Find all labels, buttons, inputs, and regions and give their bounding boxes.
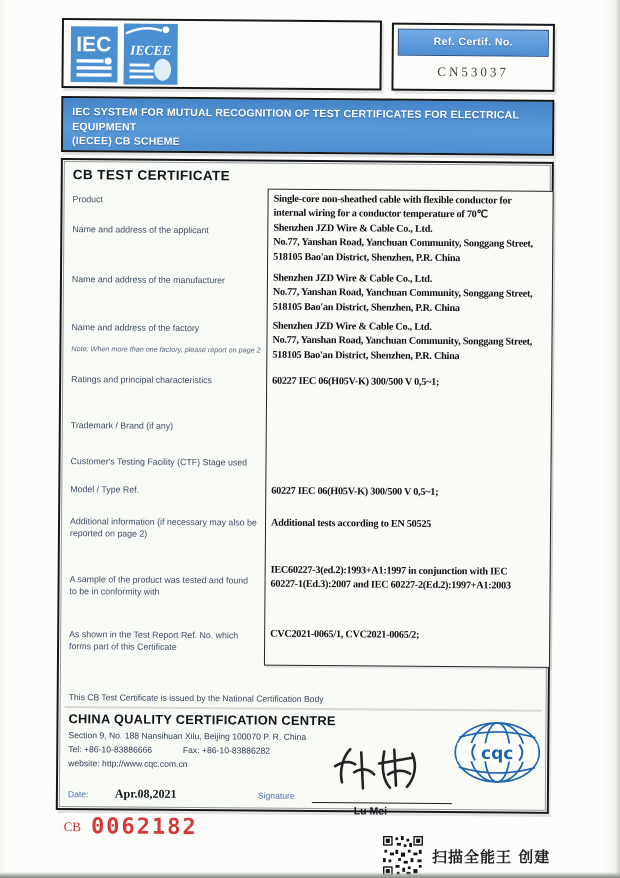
signature-handwriting: [330, 744, 426, 797]
ncb-phone-line: [68, 744, 270, 756]
scheme-banner-text: IEC SYSTEM FOR MUTUAL RECOGNITION OF TEST CERTIFICATES FOR ELECTRICAL EQUIPMENT (IECEE) CB SCHEME: [71, 106, 519, 149]
ncb-address: Section 9, No. 188 Nansihuan Xilu, Beijing 100070 P. R. China: [68, 730, 307, 742]
date-value: Apr.08,2021: [114, 786, 177, 801]
signatory-name: Lu Mei: [353, 805, 388, 818]
svg-text:IEC: IEC: [76, 33, 112, 57]
field-value-test-report: CVC2021-0065/1, CVC2021-0065/2;: [270, 628, 420, 641]
date-label: Date:: [67, 789, 89, 800]
cb-serial-prefix: CB: [63, 819, 82, 835]
field-value-additional: Additional tests according to EN 50525: [270, 517, 432, 530]
field-value-applicant: Shenzhen JZD Wire & Cable Co., Ltd. No.77, Yanshan Road, Yanchuan Community, Songgang Street, 518105 Bao'an District, Shenzhen, P.R. China: [273, 222, 533, 264]
ncb-tel: Tel: +86-10-83886666: [68, 744, 153, 755]
ncb-website: website: http://www.cqc.com.cn: [68, 758, 188, 770]
field-note-factory: Note: When more than one factory, please report on page 2: [71, 344, 261, 355]
certificate-body: [56, 158, 554, 818]
signature-label: Signature: [257, 790, 295, 801]
certificate-sheet: [55, 18, 558, 852]
certificate-title: CB TEST CERTIFICATE: [72, 167, 231, 184]
ref-certif-label: Ref. Certif. No.: [398, 29, 549, 57]
signature-line: [312, 802, 452, 804]
scheme-banner: [61, 96, 554, 156]
field-label-applicant: Name and address of the applicant: [72, 224, 209, 236]
field-label-conformity: A sample of the product was tested and found to be in conformity with: [69, 574, 249, 597]
field-label-manufacturer: Name and address of the manufacturer: [71, 274, 226, 286]
svg-text:IECEE: IECEE: [130, 42, 172, 58]
iecee-logo-icon: [123, 23, 177, 84]
field-label-model: Model / Type Ref.: [70, 484, 140, 495]
qr-code-icon: [383, 836, 423, 876]
scan-edge-right: [615, 0, 620, 878]
field-label-trademark: Trademark / Brand (if any): [70, 420, 174, 431]
field-label-ratings: Ratings and principal characteristics: [71, 374, 213, 386]
field-label-test-report: As shown in the Test Report Ref. No. which forms part of this Certificate: [69, 629, 239, 652]
ncb-name: CHINA QUALITY CERTIFICATION CENTRE: [68, 711, 336, 729]
cb-serial-number: 0062182: [90, 814, 198, 841]
date-row: [68, 784, 177, 803]
scan-edge-bottom: [0, 872, 620, 878]
ref-certif-number: CN53037: [437, 63, 509, 80]
iec-logo-icon: [70, 26, 117, 82]
ncb-fax: Fax: +86-10-83886282: [182, 744, 271, 756]
field-value-product: Single-core non-sheathed cable with flexible conductor for internal wiring for a conductor temperature of 70℃: [273, 193, 512, 221]
field-label-product: Product: [72, 194, 103, 205]
cqc-logo-icon: [452, 720, 542, 785]
svg-text:cqc: cqc: [480, 743, 514, 765]
cb-serial-stamp: [64, 814, 198, 840]
camscanner-text: 扫描全能王 创建: [432, 847, 551, 866]
issued-by-note: This CB Test Certificate is issued by the National Certification Body: [68, 692, 324, 705]
field-value-conformity: IEC60227-3(ed.2):1993+A1:1997 in conjunction with IEC 60227-1(Ed.3):2007 and IEC 60227-2(Ed.2):1997+A1:2003: [270, 564, 511, 592]
field-value-ratings: 60227 IEC 06(H05V-K) 300/500 V 0,5~1;: [272, 375, 440, 388]
field-label-ctf: Customer's Testing Facility (CTF) Stage used: [70, 456, 248, 468]
camscanner-watermark: [383, 836, 550, 876]
field-label-additional: Additional information (if necessary may also be reported on page 2): [69, 516, 257, 539]
logo-strip: [61, 18, 382, 91]
field-label-factory: Name and address of the factory: [71, 322, 200, 334]
field-value-factory: Shenzhen JZD Wire & Cable Co., Ltd. No.77, Yanshan Road, Yanchuan Community, Songgang Street, 518105 Bao'an District, Shenzhen, P.R. China: [272, 320, 533, 362]
field-value-model: 60227 IEC 06(H05V-K) 300/500 V 0,5~1;: [271, 485, 439, 498]
ref-certif-box: [391, 23, 555, 92]
field-value-manufacturer: Shenzhen JZD Wire & Cable Co., Ltd. No.77, Yanshan Road, Yanchuan Community, Songgang Street, 518105 Bao'an District, Shenzhen, P.R. China: [272, 272, 533, 314]
